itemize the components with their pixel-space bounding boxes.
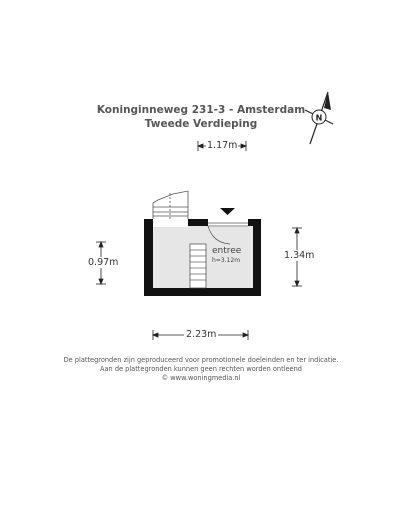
footer-disclaimer-2: Aan de plattegronden kunnen geen rechten worden ontleend (100, 365, 302, 373)
staircase (153, 191, 188, 219)
plan-title-address: Koninginneweg 231-3 - Amsterdam (96, 104, 306, 116)
dimension-left-height: 0.97m (88, 257, 119, 268)
footer-disclaimer-1: De plattegronden zijn geproduceerd voor promotionele doeleinden en ter indicatie. (63, 356, 339, 364)
stair-opening (153, 219, 188, 227)
room-label: entree (212, 246, 242, 256)
compass-north-label: N (315, 113, 323, 123)
dimension-bottom-width: 2.23m (186, 329, 217, 340)
room-ceiling-height: h=3.12m (212, 257, 241, 264)
entrance-arrow-icon (220, 208, 235, 215)
dimension-top-width: 1.17m (207, 140, 238, 151)
footer-copyright: © www.woningmedia.nl (161, 374, 241, 382)
stair-in-plan (190, 244, 206, 288)
plan-title-floor: Tweede Verdieping (144, 118, 258, 130)
dimension-right-height: 1.34m (284, 250, 315, 261)
